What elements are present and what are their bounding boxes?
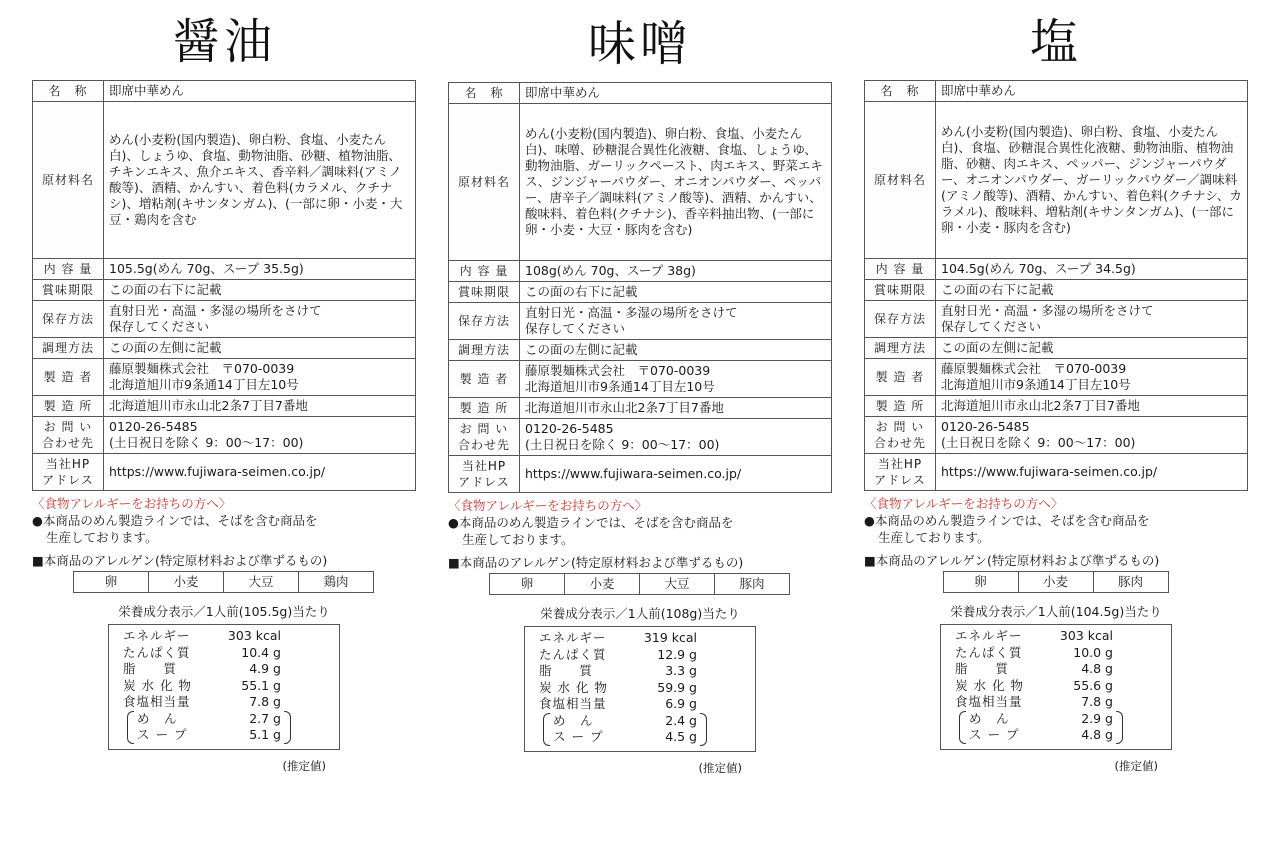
spec-row-content bbox=[33, 259, 416, 280]
allergy-heading: 〈食物アレルギーをお持ちの方へ〉 bbox=[864, 496, 1064, 511]
spec-label: 内 容 量 bbox=[449, 261, 520, 282]
nutrition-row bbox=[539, 630, 745, 647]
nutrition-subrow bbox=[539, 729, 745, 746]
spec-label: 保存方法 bbox=[449, 303, 520, 340]
nutrition-title: 栄養成分表示／1人前(105.5g)当たり bbox=[118, 604, 330, 619]
nutrient-value: 59.9 g bbox=[657, 679, 697, 695]
spec-label: 賞味期限 bbox=[865, 280, 936, 301]
spec-value: 108g(めん 70g、スープ 38g) bbox=[520, 261, 832, 282]
spec-label: お 問 い 合わせ先 bbox=[449, 419, 520, 456]
spec-value: この面の左側に記載 bbox=[520, 340, 832, 361]
nutrient-name: 脂 質 bbox=[955, 661, 1010, 676]
spec-row-bestbefore bbox=[33, 280, 416, 301]
spec-value: この面の右下に記載 bbox=[936, 280, 1248, 301]
spec-row-storage bbox=[33, 301, 416, 338]
spec-row-storage bbox=[865, 301, 1248, 338]
spec-value: 藤原製麺株式会社 〒070-0039 北海道旭川市9条通14丁目左10号 bbox=[520, 361, 832, 398]
nutrition-row bbox=[123, 645, 329, 662]
spec-row-ingredients bbox=[449, 104, 832, 261]
nutrient-value: 10.0 g bbox=[1073, 644, 1113, 660]
allergen-title: ■本商品のアレルゲン(特定原材料および準ずるもの) bbox=[864, 553, 1160, 568]
spec-label: 原材料名 bbox=[449, 104, 520, 261]
spec-row-cooking bbox=[449, 340, 832, 361]
nutrient-value: 2.4 g bbox=[665, 712, 697, 728]
nutrient-name: 脂 質 bbox=[539, 663, 594, 678]
nutrient-value: 4.8 g bbox=[1081, 661, 1113, 676]
nutrition-row bbox=[539, 696, 745, 713]
spec-value: 0120-26-5485 (土日祝日を除く 9：00～17：00) bbox=[936, 417, 1248, 454]
allergy-heading: 〈食物アレルギーをお持ちの方へ〉 bbox=[448, 498, 648, 513]
spec-label: 製 造 所 bbox=[865, 396, 936, 417]
nutrition-row bbox=[123, 628, 329, 645]
spec-label: 原材料名 bbox=[865, 102, 936, 259]
nutrient-value: 4.9 g bbox=[249, 661, 281, 676]
estimate-note: (推定値) bbox=[1114, 758, 1158, 773]
allergen-item: 小麦 bbox=[148, 571, 224, 593]
allergen-list bbox=[864, 571, 1248, 593]
spec-row-contact bbox=[865, 417, 1248, 454]
spec-row-cooking bbox=[865, 338, 1248, 359]
allergen-item: 大豆 bbox=[639, 573, 715, 595]
flavor-title: 塩 bbox=[1029, 14, 1082, 70]
allergen-list bbox=[448, 573, 832, 595]
nutrition-row bbox=[539, 663, 745, 680]
label-column-shio bbox=[864, 10, 1248, 774]
spec-value: この面の左側に記載 bbox=[936, 338, 1248, 359]
nutrition-row bbox=[955, 694, 1161, 711]
nutrient-name: たんぱく質 bbox=[539, 646, 607, 662]
spec-value: 北海道旭川市永山北2条7丁目7番地 bbox=[936, 396, 1248, 417]
allergen-item: 卵 bbox=[73, 571, 149, 593]
nutrition-subrow bbox=[955, 711, 1161, 728]
spec-row-contact bbox=[33, 417, 416, 454]
nutrient-value: 5.1 g bbox=[249, 727, 281, 742]
spec-value: 直射日光・高温・多湿の場所をさけて 保存してください bbox=[104, 301, 416, 338]
spec-row-name bbox=[33, 81, 416, 102]
spec-label: お 問 い 合わせ先 bbox=[865, 417, 936, 454]
spec-label: 製 造 者 bbox=[449, 361, 520, 398]
nutrition-row bbox=[539, 647, 745, 664]
spec-row-name bbox=[449, 83, 832, 104]
spec-row-maker bbox=[449, 361, 832, 398]
nutrition-subrow bbox=[955, 727, 1161, 744]
nutrient-value: 4.8 g bbox=[1081, 727, 1113, 742]
spec-row-ingredients bbox=[865, 102, 1248, 259]
nutrient-name: ス ー プ bbox=[553, 729, 604, 744]
nutrient-value: 319 kcal bbox=[643, 630, 697, 645]
spec-label: 当社HP アドレス bbox=[449, 456, 520, 493]
spec-row-factory bbox=[865, 396, 1248, 417]
nutrient-name: エネルギー bbox=[955, 628, 1023, 643]
spec-row-ingredients bbox=[33, 102, 416, 259]
nutrient-name: エネルギー bbox=[123, 628, 191, 643]
nutrition-subrow bbox=[123, 727, 329, 744]
spec-label: 製 造 所 bbox=[449, 398, 520, 419]
nutrition-row bbox=[123, 694, 329, 711]
allergy-heading: 〈食物アレルギーをお持ちの方へ〉 bbox=[32, 496, 232, 511]
product-spec-table bbox=[864, 80, 1248, 491]
spec-label: 名 称 bbox=[865, 81, 936, 102]
nutrient-value: 6.9 g bbox=[665, 696, 697, 711]
nutrition-facts-box bbox=[524, 626, 756, 752]
website-url[interactable]: https://www.fujiwara-seimen.co.jp/ bbox=[936, 454, 1248, 491]
nutrient-name: 炭 水 化 物 bbox=[123, 677, 192, 693]
spec-value: 北海道旭川市永山北2条7丁目7番地 bbox=[104, 396, 416, 417]
spec-label: 製 造 者 bbox=[865, 359, 936, 396]
spec-value: この面の右下に記載 bbox=[104, 280, 416, 301]
spec-row-contact bbox=[449, 419, 832, 456]
allergen-item: 卵 bbox=[943, 571, 1019, 593]
spec-label: 賞味期限 bbox=[449, 282, 520, 303]
nutrition-row bbox=[955, 645, 1161, 662]
allergy-note: ●本商品のめん製造ラインでは、そばを含む商品を 生産しております。 bbox=[448, 515, 734, 547]
flavor-title: 醤油 bbox=[171, 14, 276, 70]
nutrient-name: たんぱく質 bbox=[123, 644, 191, 660]
spec-value: 藤原製麺株式会社 〒070-0039 北海道旭川市9条通14丁目左10号 bbox=[104, 359, 416, 396]
nutrient-name: 炭 水 化 物 bbox=[539, 679, 608, 695]
spec-label: 製 造 所 bbox=[33, 396, 104, 417]
spec-value: めん(小麦粉(国内製造)、卵白粉、食塩、小麦たん白)、しょうゆ、食塩、動物油脂、砂糖、植物油脂、チキンエキス、魚介エキス、香辛料／調味料(アミノ酸等)、酒精、かんすい、着色料(カラメル、クチナシ)、増粘剤(キサンタンガム)、(一部に卵・小麦・大豆・鶏肉を含む bbox=[104, 102, 416, 259]
nutrient-value: 3.3 g bbox=[665, 663, 697, 678]
nutrient-name: 脂 質 bbox=[123, 661, 178, 676]
allergen-item: 小麦 bbox=[564, 573, 640, 595]
product-spec-table bbox=[32, 80, 416, 491]
nutrient-name: 食塩相当量 bbox=[123, 694, 191, 709]
nutrient-name: め ん bbox=[553, 712, 594, 728]
spec-label: 賞味期限 bbox=[33, 280, 104, 301]
product-spec-table bbox=[448, 82, 832, 493]
spec-value: 直射日光・高温・多湿の場所をさけて 保存してください bbox=[936, 301, 1248, 338]
nutrient-name: 食塩相当量 bbox=[955, 694, 1023, 709]
spec-value: 即席中華めん bbox=[520, 83, 832, 104]
spec-value: めん(小麦粉(国内製造)、卵白粉、食塩、小麦たん白)、味噌、砂糖混合異性化液糖、食塩、しょうゆ、動物油脂、ガーリックペースト、肉エキス、野菜エキス、ジンジャーパウダー、オニオンパウダー、ペッパー、唐辛子／調味料(アミノ酸等)、酒精、かんすい、酸味料、着色料(クチナシ)、香辛料抽出物、(一部に卵・小麦・大豆・豚肉を含む) bbox=[520, 104, 832, 261]
spec-value: 0120-26-5485 (土日祝日を除く 9：00～17：00) bbox=[104, 417, 416, 454]
allergen-item: 豚肉 bbox=[1093, 571, 1169, 593]
allergen-list bbox=[32, 571, 416, 593]
nutrient-value: 55.6 g bbox=[1073, 677, 1113, 693]
spec-row-website bbox=[865, 454, 1248, 491]
nutrition-subrow bbox=[539, 713, 745, 730]
nutrition-row bbox=[955, 661, 1161, 678]
spec-label: 内 容 量 bbox=[865, 259, 936, 280]
spec-label: 当社HP アドレス bbox=[865, 454, 936, 491]
spec-row-maker bbox=[865, 359, 1248, 396]
spec-label: 名 称 bbox=[449, 83, 520, 104]
nutrient-value: 303 kcal bbox=[227, 628, 281, 643]
spec-label: 当社HP アドレス bbox=[33, 454, 104, 491]
spec-row-content bbox=[449, 261, 832, 282]
estimate-note: (推定値) bbox=[698, 760, 742, 775]
spec-label: 保存方法 bbox=[33, 301, 104, 338]
nutrient-name: め ん bbox=[969, 710, 1010, 726]
nutrition-facts-box bbox=[940, 624, 1172, 750]
nutrition-row bbox=[123, 678, 329, 695]
nutrition-subrow bbox=[123, 711, 329, 728]
spec-value: 藤原製麺株式会社 〒070-0039 北海道旭川市9条通14丁目左10号 bbox=[936, 359, 1248, 396]
nutrition-row bbox=[955, 628, 1161, 645]
nutrient-value: 10.4 g bbox=[241, 644, 281, 660]
spec-row-factory bbox=[449, 398, 832, 419]
spec-row-website bbox=[449, 456, 832, 493]
spec-label: 原材料名 bbox=[33, 102, 104, 259]
spec-row-bestbefore bbox=[449, 282, 832, 303]
spec-value: 105.5g(めん 70g、スープ 35.5g) bbox=[104, 259, 416, 280]
salt-breakdown-bracket bbox=[123, 711, 329, 744]
spec-label: お 問 い 合わせ先 bbox=[33, 417, 104, 454]
spec-value: 104.5g(めん 70g、スープ 34.5g) bbox=[936, 259, 1248, 280]
allergen-title: ■本商品のアレルゲン(特定原材料および準ずるもの) bbox=[32, 553, 328, 568]
spec-value: 即席中華めん bbox=[936, 81, 1248, 102]
spec-value: 直射日光・高温・多湿の場所をさけて 保存してください bbox=[520, 303, 832, 340]
spec-row-bestbefore bbox=[865, 280, 1248, 301]
spec-label: 保存方法 bbox=[865, 301, 936, 338]
spec-label: 調理方法 bbox=[449, 340, 520, 361]
nutrient-name: ス ー プ bbox=[969, 727, 1020, 742]
spec-value: 即席中華めん bbox=[104, 81, 416, 102]
spec-row-factory bbox=[33, 396, 416, 417]
nutrition-row bbox=[539, 680, 745, 697]
allergen-title: ■本商品のアレルゲン(特定原材料および準ずるもの) bbox=[448, 555, 744, 570]
spec-row-website bbox=[33, 454, 416, 491]
website-url[interactable]: https://www.fujiwara-seimen.co.jp/ bbox=[104, 454, 416, 491]
allergen-item: 小麦 bbox=[1018, 571, 1094, 593]
nutrient-name: たんぱく質 bbox=[955, 644, 1023, 660]
nutrient-value: 7.8 g bbox=[249, 694, 281, 709]
spec-value: この面の左側に記載 bbox=[104, 338, 416, 359]
nutrient-name: エネルギー bbox=[539, 630, 607, 645]
spec-value: 北海道旭川市永山北2条7丁目7番地 bbox=[520, 398, 832, 419]
nutrient-value: 55.1 g bbox=[241, 677, 281, 693]
spec-label: 製 造 者 bbox=[33, 359, 104, 396]
allergen-item: 大豆 bbox=[223, 571, 299, 593]
nutrient-name: め ん bbox=[137, 710, 178, 726]
spec-row-maker bbox=[33, 359, 416, 396]
spec-label: 調理方法 bbox=[865, 338, 936, 359]
nutrient-value: 4.5 g bbox=[665, 729, 697, 744]
nutrition-title: 栄養成分表示／1人前(104.5g)当たり bbox=[950, 604, 1162, 619]
spec-label: 名 称 bbox=[33, 81, 104, 102]
allergy-note: ●本商品のめん製造ラインでは、そばを含む商品を 生産しております。 bbox=[864, 513, 1150, 545]
nutrient-name: ス ー プ bbox=[137, 727, 188, 742]
spec-label: 調理方法 bbox=[33, 338, 104, 359]
nutrient-value: 303 kcal bbox=[1059, 628, 1113, 643]
nutrition-title: 栄養成分表示／1人前(108g)当たり bbox=[540, 606, 740, 621]
website-url[interactable]: https://www.fujiwara-seimen.co.jp/ bbox=[520, 456, 832, 493]
allergen-item: 卵 bbox=[489, 573, 565, 595]
allergen-item: 豚肉 bbox=[714, 573, 790, 595]
allergy-note: ●本商品のめん製造ラインでは、そばを含む商品を 生産しております。 bbox=[32, 513, 318, 545]
nutrient-value: 2.7 g bbox=[249, 710, 281, 726]
nutrient-value: 7.8 g bbox=[1081, 694, 1113, 709]
spec-row-cooking bbox=[33, 338, 416, 359]
spec-row-storage bbox=[449, 303, 832, 340]
spec-row-content bbox=[865, 259, 1248, 280]
spec-row-name bbox=[865, 81, 1248, 102]
allergen-item: 鶏肉 bbox=[298, 571, 374, 593]
nutrient-name: 食塩相当量 bbox=[539, 696, 607, 711]
salt-breakdown-bracket bbox=[955, 711, 1161, 744]
nutrition-facts-box bbox=[108, 624, 340, 750]
nutrition-row bbox=[955, 678, 1161, 695]
nutrient-name: 炭 水 化 物 bbox=[955, 677, 1024, 693]
estimate-note: (推定値) bbox=[282, 758, 326, 773]
nutrient-value: 2.9 g bbox=[1081, 710, 1113, 726]
spec-value: 0120-26-5485 (土日祝日を除く 9：00～17：00) bbox=[520, 419, 832, 456]
spec-value: めん(小麦粉(国内製造)、卵白粉、食塩、小麦たん白)、食塩、砂糖混合異性化液糖、動物油脂、植物油脂、砂糖、肉エキス、ペッパー、ジンジャーパウダー、オニオンパウダー、ガーリックパウダー／調味料(アミノ酸等)、酒精、かんすい、着色料(クチナシ、カラメル)、酸味料、増粘剤(キサンタンガム)、(一部に卵・小麦・豚肉を含む) bbox=[936, 102, 1248, 259]
nutrient-value: 12.9 g bbox=[657, 646, 697, 662]
flavor-title: 味噌 bbox=[587, 16, 692, 72]
label-column-shoyu bbox=[32, 10, 416, 774]
label-column-miso bbox=[448, 12, 832, 776]
salt-breakdown-bracket bbox=[539, 713, 745, 746]
spec-label: 内 容 量 bbox=[33, 259, 104, 280]
nutrition-row bbox=[123, 661, 329, 678]
spec-value: この面の右下に記載 bbox=[520, 282, 832, 303]
